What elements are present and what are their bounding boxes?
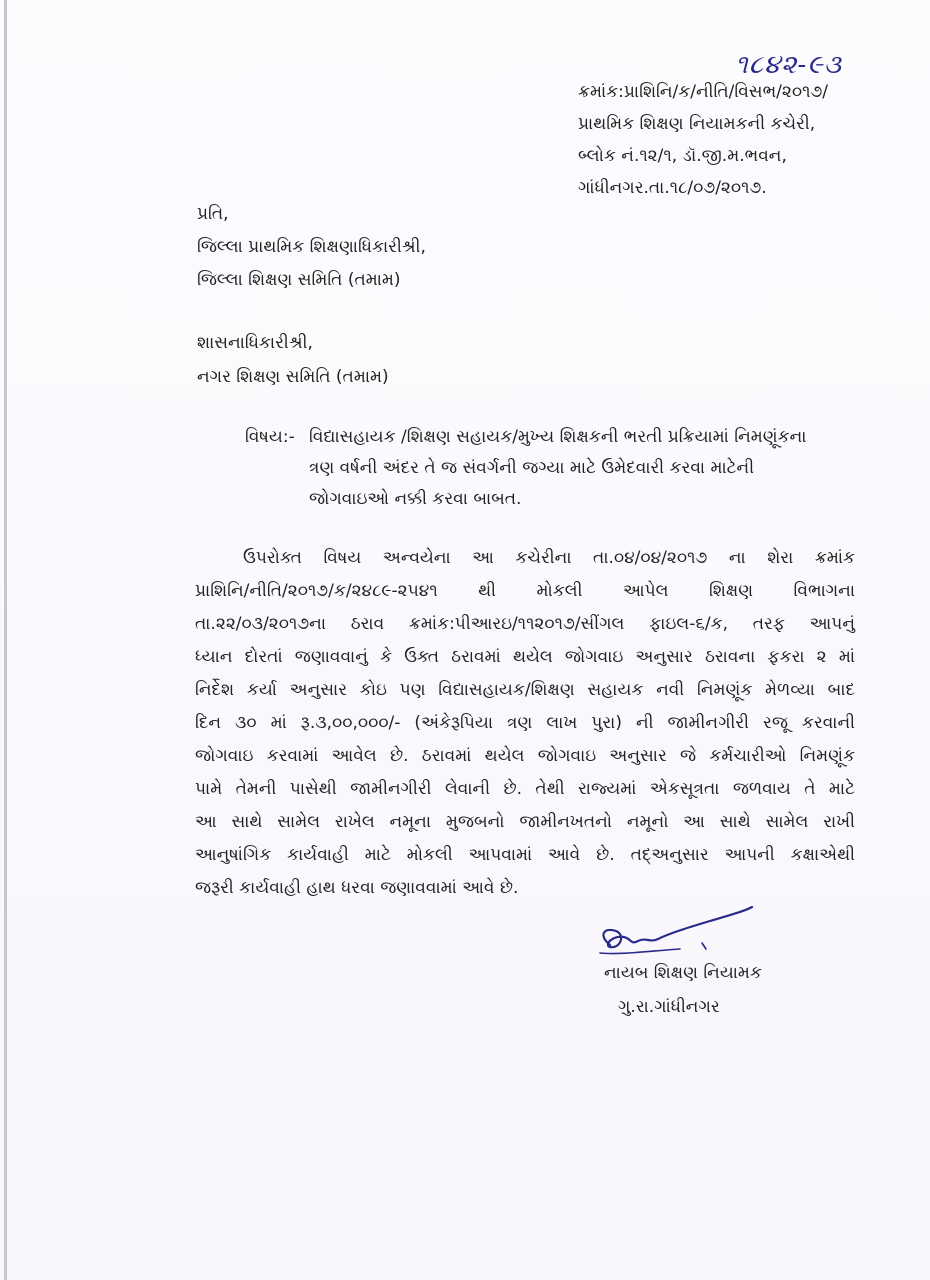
body-line: પ્રાશિનિ/નીતિ/૨૦૧૭/ક/૨૪૮૯-૨૫૪૧ થી મોકલી આપેલ શિક્ષણ વિભાગના	[195, 581, 855, 601]
body-line: ધ્યાન દોરતાં જણાવવાનું કે ઉક્ત ઠરાવમાં થયેલ જોગવાઇ અનુસાર ઠરાવના ફકરા ૨ માં	[195, 647, 855, 667]
body-line: જરૂરી કાર્યવાહી હાથ ધરવા જણાવવામાં આવે છે.	[195, 878, 519, 898]
letter-header	[578, 76, 828, 204]
prati-label: પ્રતિ,	[197, 204, 229, 224]
signatory-block	[604, 956, 762, 1024]
body-line: નિર્દેશ કર્યા અનુસાર કોઇ પણ વિદ્યાસહાયક/શિક્ષણ સહાયક નવી નિમણૂંક મેળવ્યા બાદ	[195, 680, 855, 700]
signatory-place: ગુ.રા.ગાંધીનગર	[618, 997, 720, 1017]
body-line: આ સાથે સામેલ રાખેલ નમૂના મુજબનો જામીનખતનો નમૂનો આ સાથે સામેલ રાખી	[195, 812, 855, 832]
letter-date: ગાંધીનગર.તા.૧૮/૦૭/૨૦૧૭.	[578, 178, 767, 198]
subject-line: જોગવાઇઓ નક્કી કરવા બાબત.	[309, 489, 522, 509]
body-line: દિન ૩૦ માં રૂ.૩,૦૦,૦૦૦/- (અંકેરૂપિયા ત્રણ લાખ પુરા) ની જામીનગીરી રજૂ કરવાની	[195, 713, 855, 733]
recipient-block	[197, 198, 426, 297]
office-address: બ્લોક નં.૧૨/૧, ડૉ.જી.મ.ભવન,	[578, 146, 787, 166]
subject-line: ત્રણ વર્ષની અંદર તે જ સંવર્ગની જગ્યા માટે ઉમેદવારી કરવા માટેની	[309, 458, 755, 478]
page-edge	[4, 0, 7, 1280]
recipient-line-2: જિલ્લા શિક્ષણ સમિતિ (તમામ)	[197, 270, 401, 290]
recipient-line-1: જિલ્લા પ્રાથમિક શિક્ષણાધિકારીશ્રી,	[197, 237, 426, 257]
recipient2-line-2: નગર શિક્ષણ સમિતિ (તમામ)	[197, 367, 389, 387]
body-line: જોગવાઇ કરવામાં આવેલ છે. ઠરાવમાં થયેલ જોગવાઇ અનુસાર જે કર્મચારીઓ નિમણૂંક	[195, 746, 855, 766]
signatory-designation: નાયબ શિક્ષણ નિયામક	[604, 963, 762, 983]
body-line: ઉપરોક્ત વિષય અન્વયેના આ કચેરીના તા.૦૪/૦૪/૨૦૧૭ ના શેરા ક્રમાંક	[243, 548, 855, 568]
office-name: પ્રાથમિક શિક્ષણ નિયામકની કચેરી,	[578, 114, 816, 134]
body-line: આનુષાંગિક કાર્યવાહી માટે મોકલી આપવામાં આવે છે. તદ્અનુસાર આપની કક્ષાએથી	[195, 845, 855, 865]
recipient-block-2	[197, 326, 389, 394]
recipient2-line-1: શાસનાધિકારીશ્રી,	[197, 333, 313, 353]
reference-number: ક્રમાંક:પ્રાશિનિ/ક/નીતિ/વિસભ/૨૦૧૭/	[578, 82, 828, 102]
handwritten-number: ૧૮૪૨-૯૩	[735, 50, 842, 80]
body-line: પામે તેમની પાસેથી જામીનગીરી લેવાની છે. તેથી રાજ્યમાં એકસૂત્રતા જળવાય તે માટે	[195, 779, 855, 799]
subject-line: વિદ્યાસહાયક /શિક્ષણ સહાયક/મુખ્ય શિક્ષકની ભરતી પ્રક્રિયામાં નિમણૂંકના	[309, 427, 807, 447]
subject-label: વિષય:-	[245, 427, 295, 447]
body-line: તા.૨૨/૦૩/૨૦૧૭ના ઠરાવ ક્રમાંક:પીઆરઇ/૧૧૨૦૧૭/સીંગલ ફાઇલ-૬/ક, તરફ આપનું	[195, 614, 855, 634]
body-paragraph	[195, 542, 855, 905]
